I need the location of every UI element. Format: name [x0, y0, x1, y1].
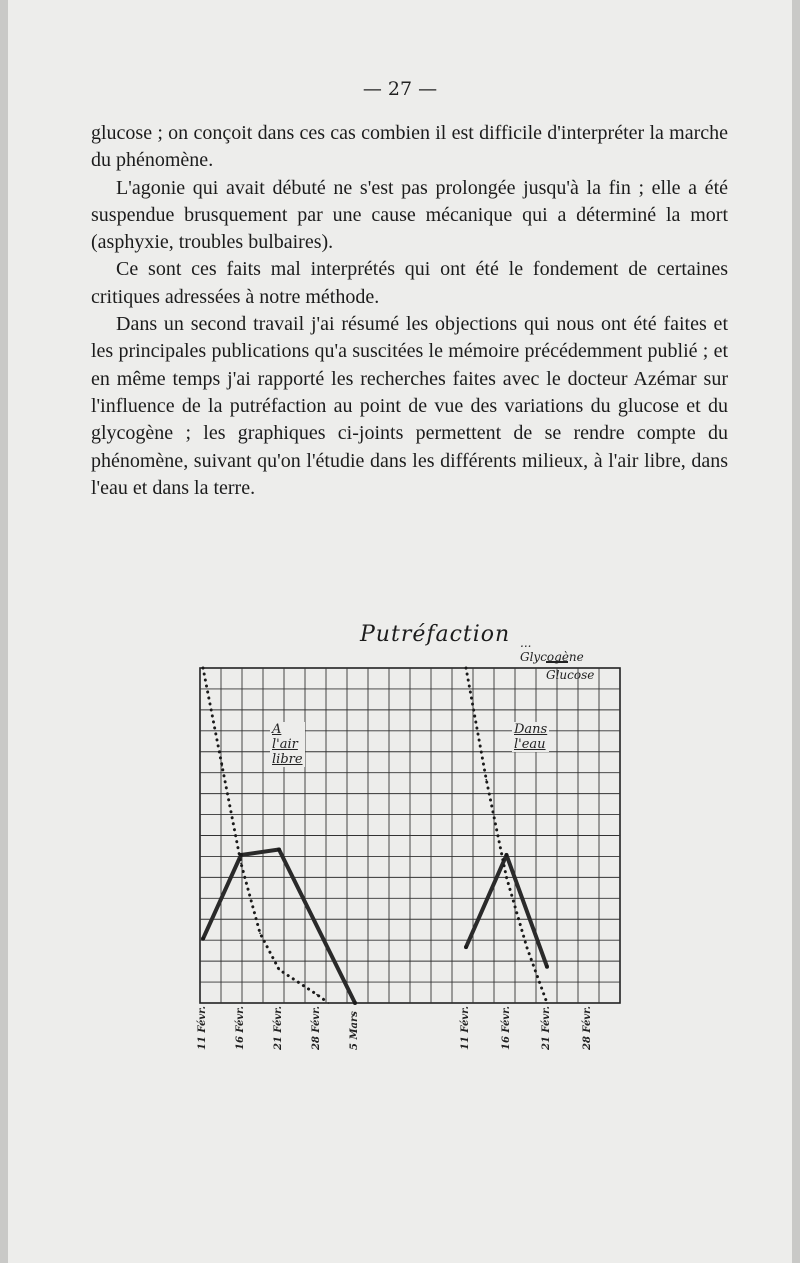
glycogene-point	[221, 765, 223, 767]
glycogene-point	[316, 994, 318, 996]
chart-title: Putréfaction	[360, 622, 511, 647]
glucose-point	[353, 1001, 357, 1005]
glycogene-point	[485, 779, 487, 781]
x-tick-label: 21 Févr.	[541, 1006, 552, 1050]
glycogene-point	[546, 1002, 548, 1004]
legend-label-glucose: Glucose	[546, 668, 595, 682]
glucose-point	[505, 853, 509, 857]
x-tick-label: 11 Févr.	[460, 1006, 471, 1050]
glycogene-point	[202, 667, 204, 669]
x-tick-label: 11 Févr.	[197, 1006, 208, 1050]
glucose-point	[201, 937, 205, 941]
glycogene-point	[240, 863, 242, 865]
glucose-line	[203, 850, 355, 1004]
x-tick-label: 28 Févr.	[311, 1006, 322, 1050]
glycogene-point	[259, 932, 261, 934]
paragraph: Dans un second travail j'ai résumé les objections qui nous ont été faites et les principales publications qu'a suscitées le mémoire précédemment publié ; et en même temps j'ai rapporté les recherches faites avec le docteur Azémar sur l'influence de la putréfaction au point de vue des variations du glucose et du glycogène ; les graphiques ci-joints permettent de se rendre compte du phénomène, suivant qu'on l'étudie dans les différents milieux, à l'air libre, dans l'eau et dans la terre.	[91, 313, 728, 499]
x-tick-label: 28 Févr.	[581, 1006, 593, 1050]
glycogene-point	[465, 667, 467, 669]
chart-grid	[200, 668, 620, 1003]
glycogene-point	[526, 946, 528, 948]
glucose-point	[464, 945, 468, 949]
paragraph: glucose ; on conçoit dans ces cas combien il est difficile d'interpréter la marche du phénomène.	[91, 122, 728, 172]
glycogene-point	[328, 1002, 330, 1004]
paragraph: L'agonie qui avait débuté ne s'est pas prolongée jusqu'à la fin ; elle a été suspendue brusquement par une cause mécanique qui a déterminé la mort (asphyxie, troubles bulbaires).	[91, 176, 728, 254]
glycogene-point	[506, 877, 508, 879]
paragraph: Ce sont ces faits mal interprétés qui ont été le fondement de certaines critiques adressées à notre méthode.	[91, 258, 728, 308]
chart-series	[201, 667, 549, 1005]
x-tick-label: 21 Févr.	[273, 1006, 284, 1050]
glycogene-point	[278, 969, 280, 971]
glucose-point	[545, 965, 549, 969]
panel-label-water: Dans l'eau	[514, 722, 548, 752]
legend-dots-icon: ...	[520, 636, 532, 650]
x-tick-label: 5 Mars	[349, 1011, 360, 1050]
page-number: — 27 —	[362, 78, 438, 100]
panel-label-air: A l'air libre	[272, 722, 303, 767]
legend-label-glycogene: Glycogène	[520, 650, 584, 664]
x-tick-label: 16 Févr.	[235, 1006, 246, 1050]
x-tick-label: 16 Févr.	[500, 1006, 512, 1050]
glucose-point	[277, 847, 281, 851]
